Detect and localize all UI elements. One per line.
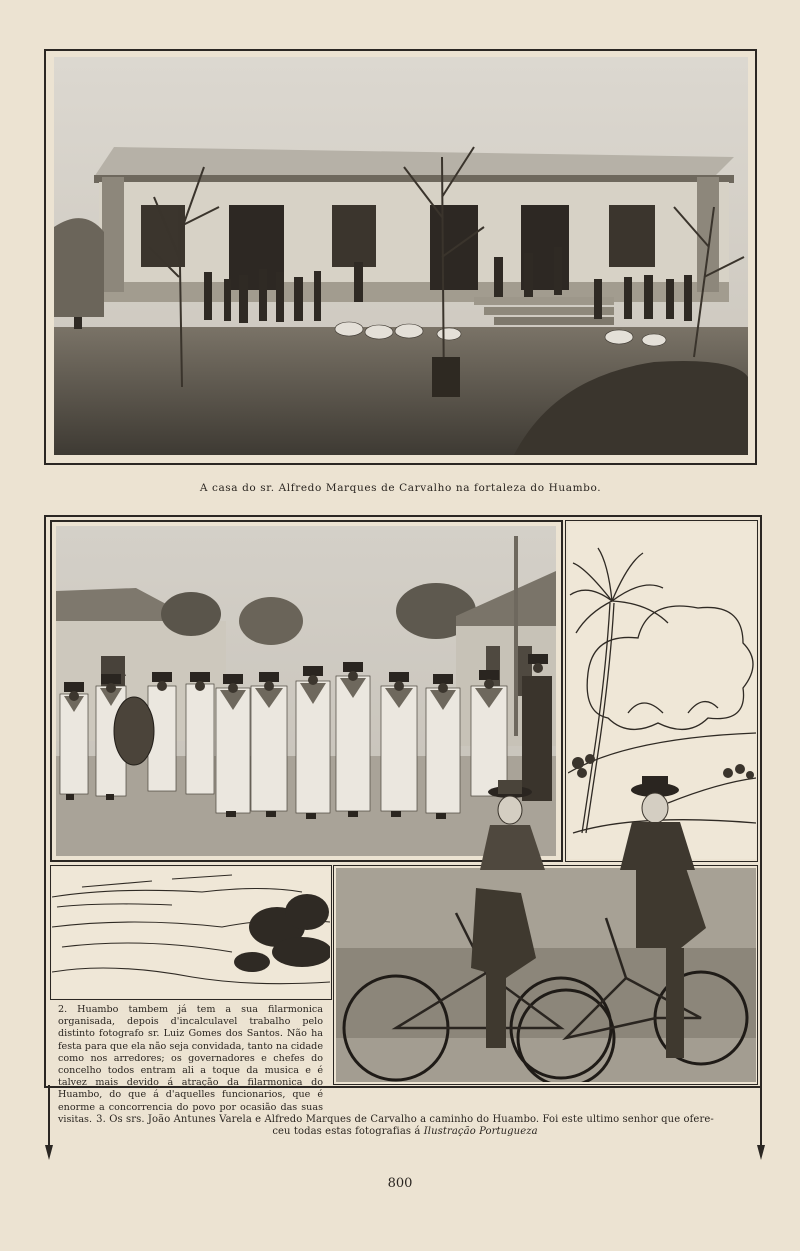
- frame-end-ornament-right: [756, 1085, 766, 1160]
- figure-3-caption-line1: 3. Os srs. João Antunes Varela e Alfredo Marques de Carvalho a caminho do Huambo. Foi este ultimo senhor que ofere-: [96, 1114, 714, 1125]
- magazine-name: Ilustração Portugueza: [423, 1126, 538, 1137]
- figure-3-caption-line2: [50, 1126, 760, 1137]
- bicycle-photo: [336, 868, 756, 1082]
- figure-3-caption-line2-text: ceu todas estas fotografias á: [272, 1126, 424, 1137]
- house-photo: [54, 57, 748, 455]
- rider-heads-overlay: [470, 770, 720, 870]
- top-photo-caption: A casa do sr. Alfredo Marques de Carvalho na fortaleza do Huambo.: [199, 482, 602, 494]
- frame-end-ornament-left: [44, 1085, 54, 1160]
- landscape-sketch-illustration: [52, 867, 330, 998]
- figure-2-description: 2. Huambo tambem já tem a sua filarmonica organisada, depois d'incalculavel trabalho pelo distinto fotografo sr. Luiz Gomes dos Santos. Não ha festa para que ela não seja convidada, tanto na cidade como nos arredores; os governadores e chefes do concelho todos entram ali a toque da musica e é talvez mais devido á atração da filarmonica do Huambo, do que á d'aquelles funcionarios, que é enorme a concorrencia do povo por ocasião das suas visitas.: [58, 1004, 323, 1125]
- page-number: 800: [387, 1176, 413, 1191]
